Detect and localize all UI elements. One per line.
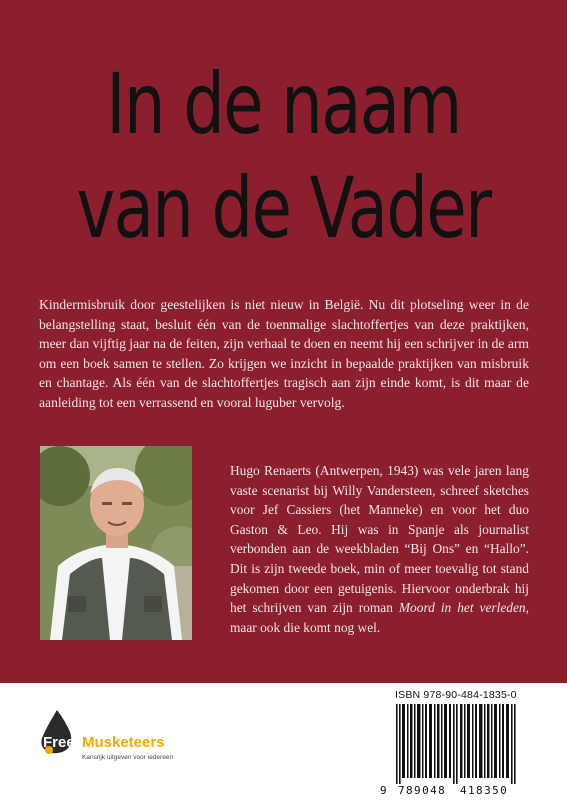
author-bio xyxy=(230,461,529,637)
publisher-logo xyxy=(40,710,200,770)
publisher-name-musketeers: Musketeers xyxy=(82,734,165,751)
publisher-tagline: Kansrijk uitgeven voor iedereen xyxy=(82,754,174,761)
author-photo xyxy=(40,446,192,640)
author-bio-end: , maar ook die komt nog wel. xyxy=(230,600,529,635)
author-bio-text: Hugo Renaerts (Antwerpen, 1943) was vele jaren lang vaste scenarist bij Willy Vandersteen, schreef sketches voor Jef Cassiers (het Manneke) en voor het duo Gaston & Leo. Hij was in Spanje als journalist verbonden aan de weekbladen “Bij Ons” en “Hallo”. Dit is zijn tweede boek, min of meer toevalig tot stand gekomen door een getuigenis. Hiervoor onderbrak hij het schrijven van zijn roman xyxy=(230,463,529,616)
barcode xyxy=(388,704,530,784)
publisher-name-free: Free xyxy=(43,734,75,751)
title-line-1: In de naam xyxy=(106,55,461,153)
title-line-2: van de Vader xyxy=(76,159,491,257)
novel-title: Moord in het verleden xyxy=(398,600,526,616)
isbn-label: ISBN 978-90-484-1835-0 xyxy=(395,689,517,701)
author-photo-image xyxy=(40,446,192,640)
book-blurb: Kindermisbruik door geestelijken is niet nieuw in België. Nu dit plotseling weer in de belangstelling staat, besluit één van de toenmalige slachtoffertjes van deze praktijken, meer dan vijftig jaar na de feiten, zijn verhaal te doen en neemt hij een schrijver in de arm om een boek samen te stellen. Zo krijgen we inzicht in bepaalde praktijken van misbruik en chantage. Als één van de slachtoffertjes tragisch aan zijn einde komt, is dit maar de aanleiding tot een verrassend en vooral luguber vervolg. xyxy=(39,297,529,410)
barcode-right-digits: 418350 xyxy=(460,784,509,797)
barcode-left-digits: 789048 xyxy=(398,784,447,797)
barcode-first-digit: 9 xyxy=(380,784,389,797)
